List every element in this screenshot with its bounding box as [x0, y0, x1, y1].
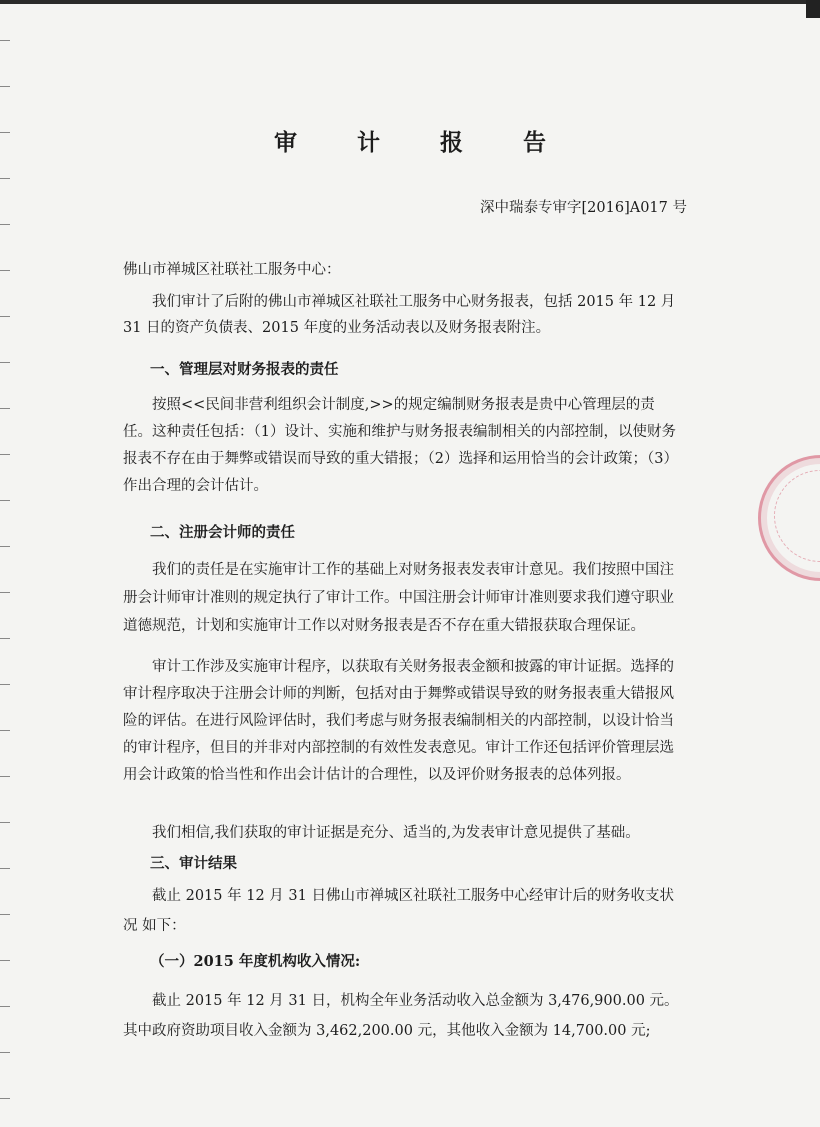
margin-tick [0, 546, 10, 547]
addressee: 佛山市禅城区社联社工服务中心： [123, 262, 341, 278]
margin-tick [0, 960, 10, 961]
section3-paragraph: 截止 2015 年 12 月 31 日佛山市禅城区社联社工服务中心经审计后的财务收支状况 如下： [123, 888, 674, 934]
section1-paragraph: 按照<<民间非营利组织会计制度,>>的规定编制财务报表是贵中心管理层的责任。这种责任包括：（1）设计、实施和维护与财务报表编制相关的内部控制，以使财务报表不存在由于舞弊或错误而导致的重大错报；（2）选择和运用恰当的会计政策；（3）作出合理的会计估计。 [123, 397, 678, 494]
margin-tick [0, 178, 10, 179]
margin-tick [0, 362, 10, 363]
margin-tick [0, 40, 10, 41]
intro-paragraph: 我们审计了后附的佛山市禅城区社联社工服务中心财务报表，包括 2015 年 12 月 31 日的资产负债表、2015 年度的业务活动表以及财务报表附注。 [123, 294, 676, 336]
margin-tick [0, 408, 10, 409]
section2-heading: 二、注册会计师的责任 [150, 524, 295, 541]
margin-tick [0, 224, 10, 225]
section1-heading: 一、管理层对财务报表的责任 [150, 361, 339, 378]
section2-paragraph3: 我们相信,我们获取的审计证据是充分、适当的,为发表审计意见提供了基础。 [152, 825, 640, 841]
page-title: 审 计 报 告 [273, 129, 573, 156]
binding-margin-marks [0, 0, 14, 1127]
margin-tick [0, 592, 10, 593]
margin-tick [0, 1052, 10, 1053]
section3-heading: 三、审计结果 [150, 855, 237, 872]
section3-sub-paragraph: 截止 2015 年 12 月 31 日，机构全年业务活动收入总金额为 3,476,900.00 元。其中政府资助项目收入金额为 3,462,200.00 元，其他收入金额为 14,700.00 元; [123, 993, 679, 1039]
margin-tick [0, 316, 10, 317]
section2-paragraph1: 我们的责任是在实施审计工作的基础上对财务报表发表审计意见。我们按照中国注册会计师审计准则的规定执行了审计工作。中国注册会计师审计准则要求我们遵守职业道德规范，计划和实施审计工作以对财务报表是否不存在重大错报获取合理保证。 [123, 562, 674, 634]
scan-top-edge [0, 0, 820, 4]
margin-tick [0, 868, 10, 869]
margin-tick [0, 1098, 10, 1099]
margin-tick [0, 822, 10, 823]
margin-tick [0, 730, 10, 731]
margin-tick [0, 776, 10, 777]
margin-tick [0, 500, 10, 501]
margin-tick [0, 86, 10, 87]
margin-tick [0, 1006, 10, 1007]
scan-corner-mark [806, 0, 820, 18]
margin-tick [0, 638, 10, 639]
margin-tick [0, 684, 10, 685]
section3-subheading: （一）2015 年度机构收入情况: [150, 953, 361, 970]
reference-number: 深中瑞泰专审字[2016]A017 号 [480, 200, 687, 216]
margin-tick [0, 914, 10, 915]
section2-paragraph2: 审计工作涉及实施审计程序，以获取有关财务报表金额和披露的审计证据。选择的审计程序取决于注册会计师的判断，包括对由于舞弊或错误导致的财务报表重大错报风险的评估。在进行风险评估时，我们考虑与财务报表编制相关的内部控制，以设计恰当的审计程序，但目的并非对内部控制的有效性发表意见。审计工作还包括评价管理层选用会计政策的恰当性和作出会计估计的合理性，以及评价财务报表的总体列报。 [123, 659, 674, 783]
margin-tick [0, 454, 10, 455]
margin-tick [0, 270, 10, 271]
